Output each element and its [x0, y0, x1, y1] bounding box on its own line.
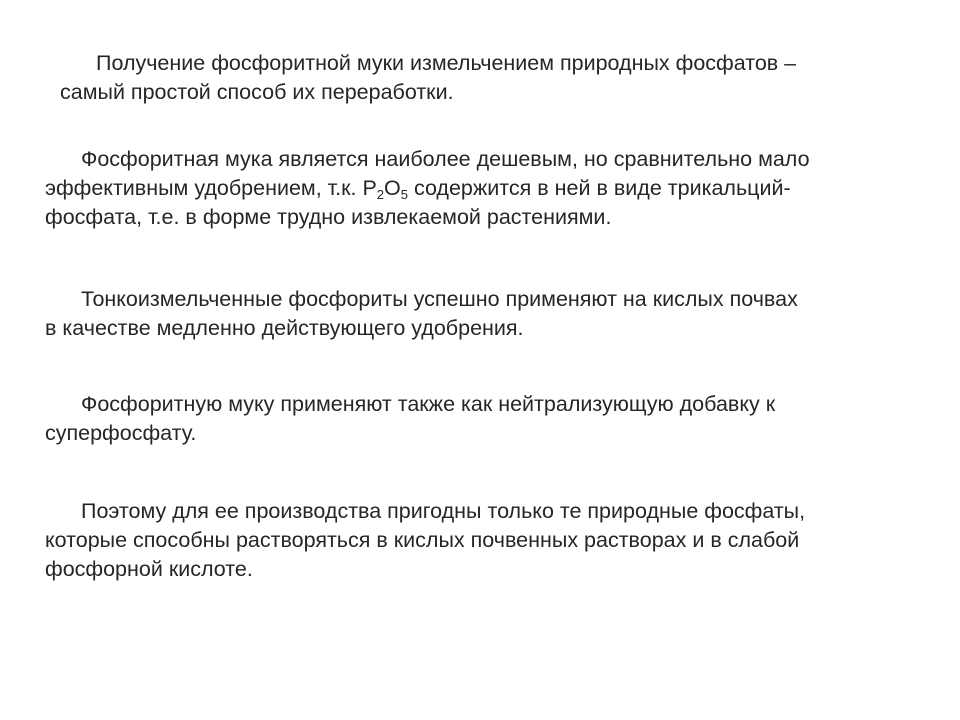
text-line: которые способны растворяться в кислых почвенных растворах и в слабой — [45, 528, 800, 552]
subscript: 5 — [400, 187, 408, 202]
text-line: Фосфоритная мука является наиболее дешевым, но сравнительно мало — [81, 147, 810, 171]
text-line: Получение фосфоритной муки измельчением природных фосфатов – — [96, 51, 797, 75]
paragraph-intro — [60, 49, 796, 107]
paragraph-neutralizing — [45, 390, 775, 448]
paragraph-fine-ground — [45, 285, 798, 343]
text-line: фосфорной кислоте. — [45, 557, 253, 581]
text-line-formula — [45, 174, 810, 203]
text-segment: эффективным удобрением, т.к. P — [45, 176, 377, 200]
text-segment: содержится в ней в виде трикальций- — [407, 176, 791, 200]
text-line: Фосфоритную муку применяют также как нейтрализующую добавку к — [81, 392, 776, 416]
text-segment: O — [384, 176, 401, 200]
text-line: самый простой способ их переработки. — [60, 80, 454, 104]
paragraph-suitable-phosphates — [45, 497, 805, 584]
subscript: 2 — [376, 187, 385, 202]
text-line: Тонкоизмельченные фосфориты успешно применяют на кислых почвах — [81, 287, 798, 311]
paragraph-phosphorite-flour — [45, 145, 810, 232]
text-line: фосфата, т.е. в форме трудно извлекаемой растениями. — [45, 205, 612, 229]
text-line: Поэтому для ее производства пригодны только те природные фосфаты, — [81, 499, 806, 523]
text-line: суперфосфату. — [45, 421, 197, 445]
text-line: в качестве медленно действующего удобрения. — [45, 316, 524, 340]
